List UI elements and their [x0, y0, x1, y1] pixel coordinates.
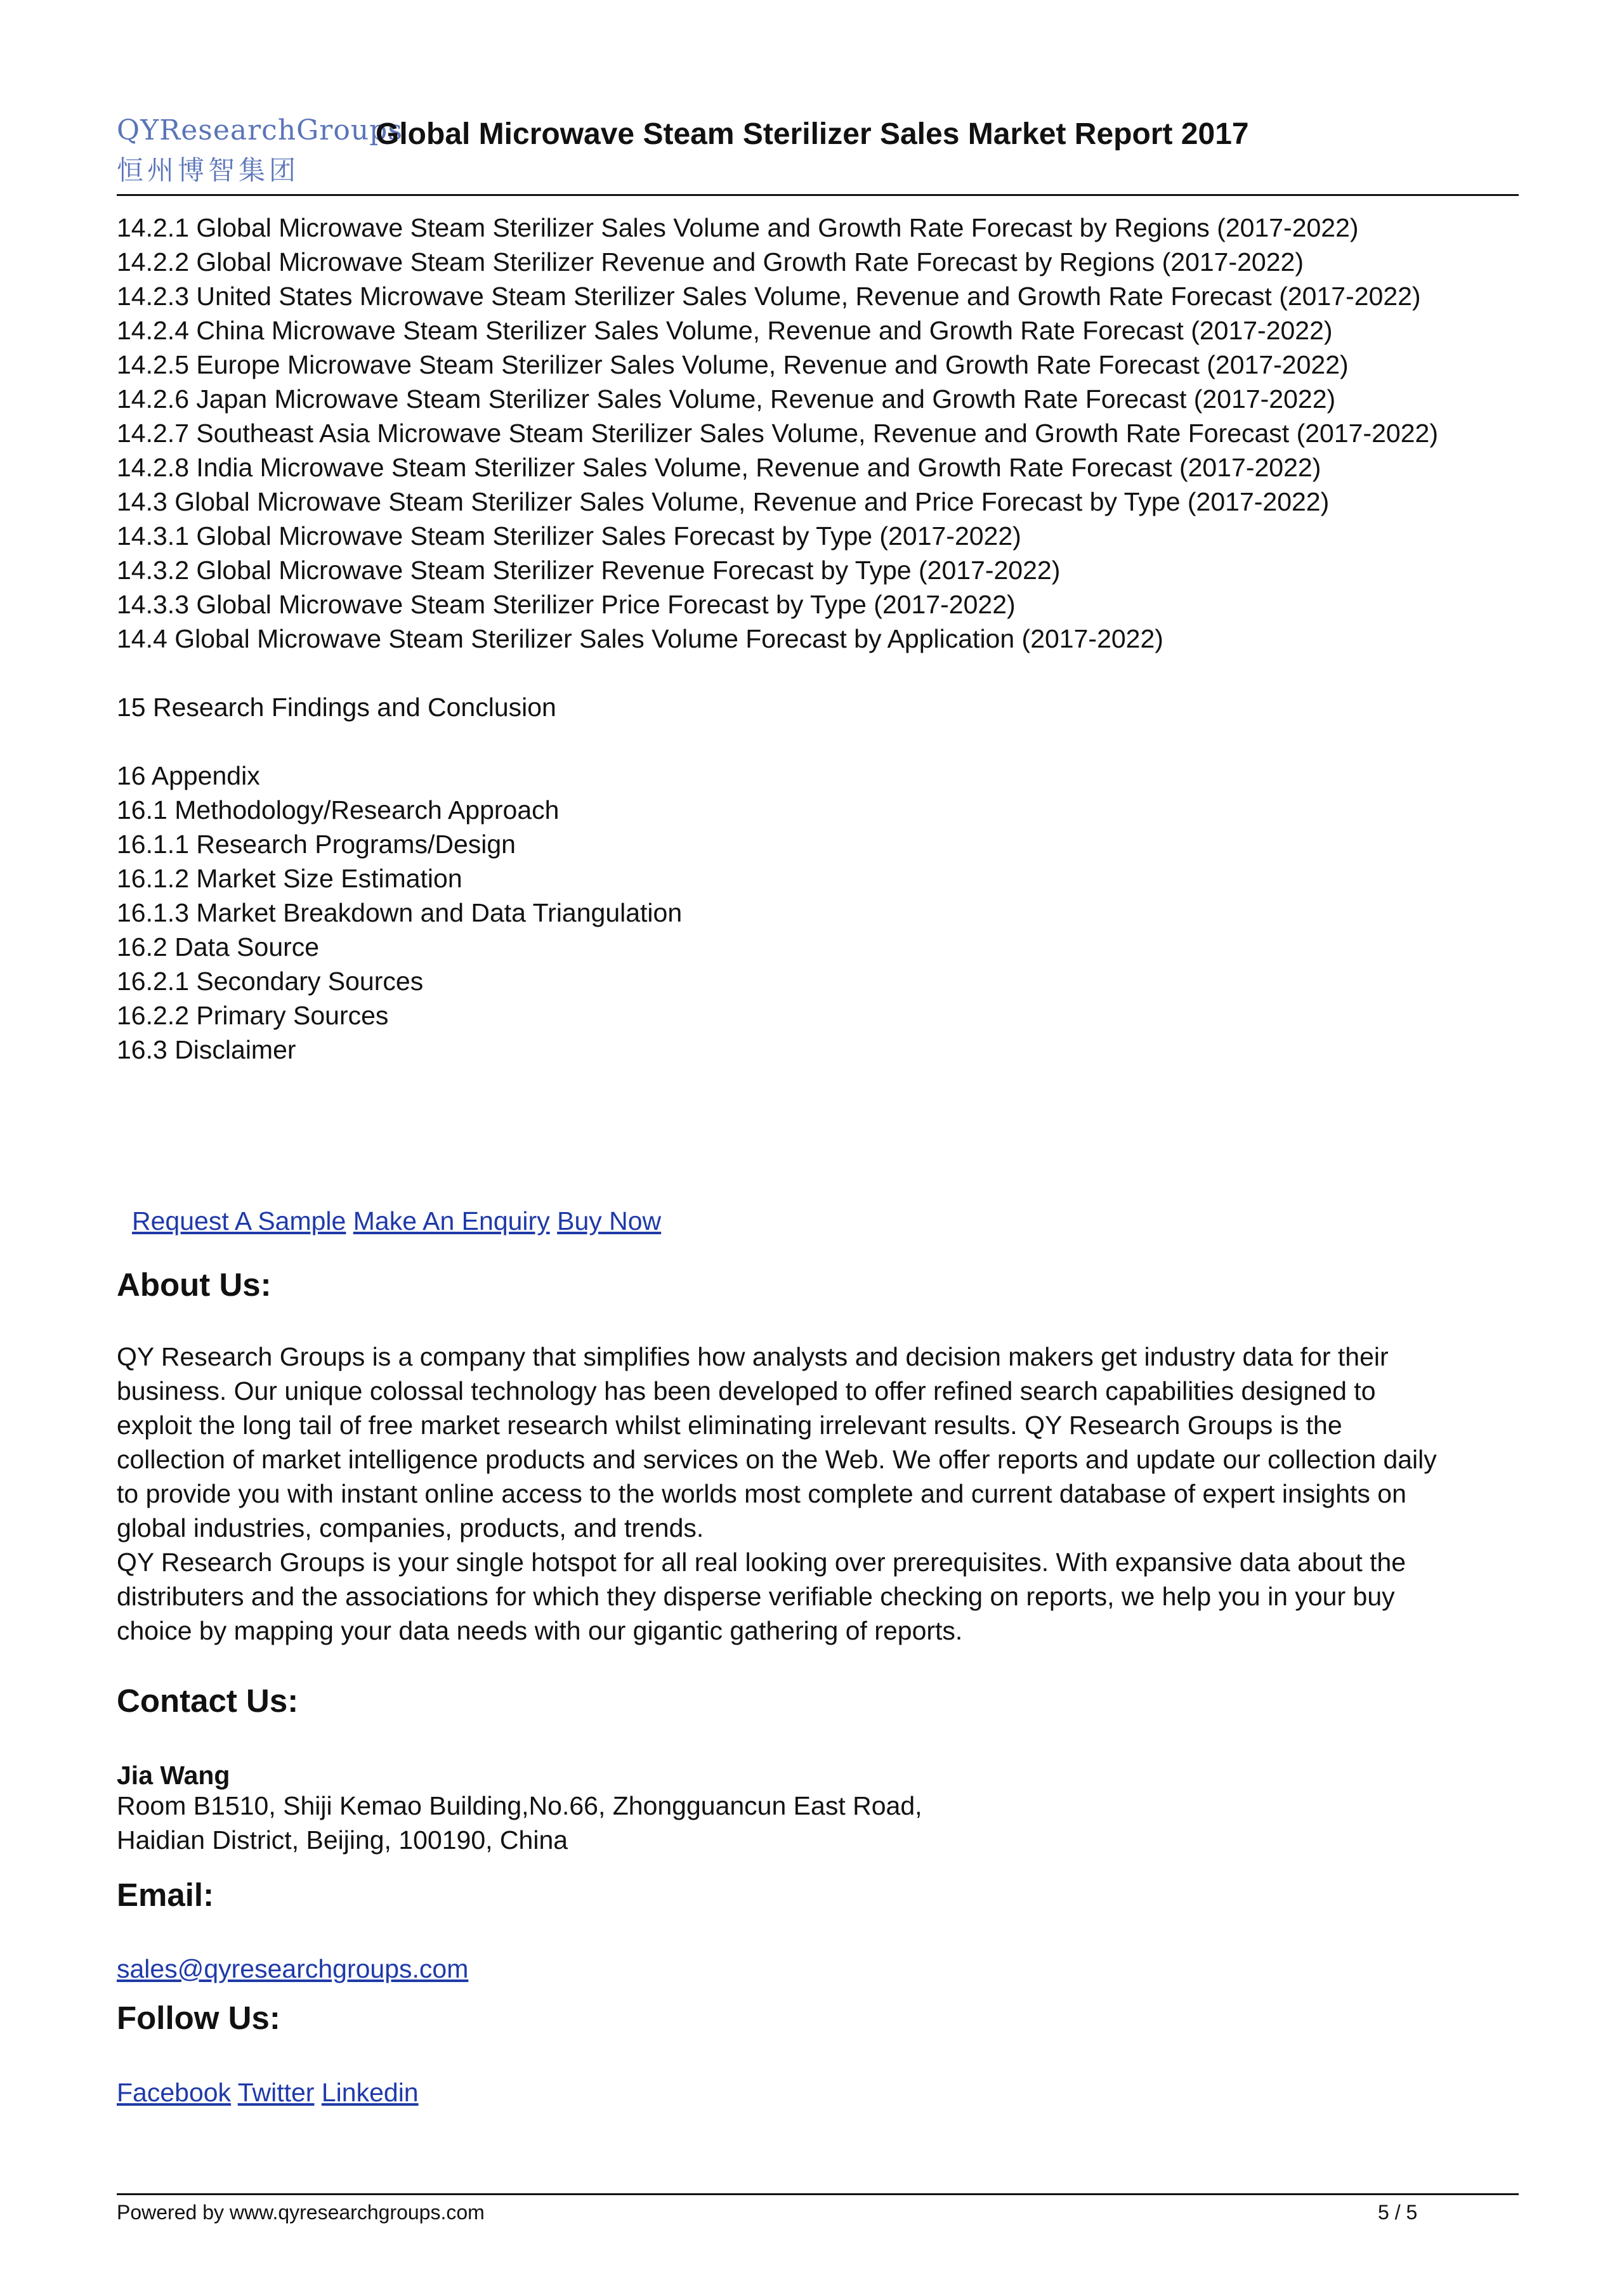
contact-name: Jia Wang [117, 1761, 230, 1790]
toc-item: 14.2.3 United States Microwave Steam Sterilizer Sales Volume, Revenue and Growth Rate Forecast (2017-2022) [117, 282, 1421, 311]
toc-item: 14.4 Global Microwave Steam Sterilizer Sales Volume Forecast by Application (2017-2022) [117, 624, 1163, 653]
footer-powered-by: Powered by www.qyresearchgroups.com [117, 2201, 485, 2224]
toc-item: 16.2.1 Secondary Sources [117, 967, 424, 996]
page-header [117, 112, 1519, 194]
page-number: 5 / 5 [1378, 2201, 1418, 2224]
toc-item: 14.3.1 Global Microwave Steam Sterilizer Sales Forecast by Type (2017-2022) [117, 521, 1021, 551]
toc-item: 16.3 Disclaimer [117, 1035, 296, 1064]
company-logo [117, 112, 403, 186]
logo-text-cn: 恒州博智集团 [117, 155, 300, 186]
about-line: collection of market intelligence products and services on the Web. We offer reports and update our collection daily [117, 1445, 1437, 1474]
about-line: exploit the long tail of free market research whilst eliminating irrelevant results. QY Research Groups is the [117, 1411, 1342, 1440]
footer-divider [117, 2193, 1519, 2195]
about-line: global industries, companies, products, and trends. [117, 1513, 704, 1543]
table-of-contents [117, 211, 1525, 1067]
toc-item: 14.3 Global Microwave Steam Sterilizer Sales Volume, Revenue and Price Forecast by Type (2017-2022) [117, 487, 1330, 516]
toc-item: 14.2.1 Global Microwave Steam Sterilizer Sales Volume and Growth Rate Forecast by Regions (2017-2022) [117, 213, 1359, 242]
about-line: distributers and the associations for which they disperse verifiable checking on reports, we help you in your buy [117, 1582, 1395, 1611]
follow-heading: Follow Us: [117, 2000, 280, 2036]
about-heading: About Us: [117, 1267, 272, 1303]
about-line: choice by mapping your data needs with our gigantic gathering of reports. [117, 1616, 963, 1645]
toc-item: 14.2.4 China Microwave Steam Sterilizer Sales Volume, Revenue and Growth Rate Forecast (2017-2022) [117, 316, 1333, 345]
request-sample-link[interactable]: Request A Sample [132, 1206, 346, 1236]
toc-spacer [117, 656, 1525, 690]
toc-item: 16.1 Methodology/Research Approach [117, 795, 560, 825]
twitter-link[interactable]: Twitter [237, 2078, 315, 2107]
buy-now-link[interactable]: Buy Now [557, 1206, 662, 1236]
toc-item: 16.1.3 Market Breakdown and Data Triangulation [117, 898, 683, 927]
toc-item: 16.1.2 Market Size Estimation [117, 864, 462, 893]
logo-text-en: QYResearchGroups [117, 114, 403, 147]
action-links [132, 1204, 661, 1238]
email-link[interactable]: sales@qyresearchgroups.com [117, 1954, 469, 1983]
about-line: to provide you with instant online access to the worlds most complete and current database of expert insights on [117, 1479, 1406, 1508]
toc-item: 14.2.2 Global Microwave Steam Sterilizer Revenue and Growth Rate Forecast by Regions (2017-2022) [117, 247, 1304, 277]
toc-item: 15 Research Findings and Conclusion [117, 693, 556, 722]
toc-item: 14.3.2 Global Microwave Steam Sterilizer Revenue Forecast by Type (2017-2022) [117, 556, 1061, 585]
report-title: Global Microwave Steam Sterilizer Sales Market Report 2017 [376, 117, 1249, 151]
about-line: QY Research Groups is your single hotspot for all real looking over prerequisites. With expansive data about the [117, 1548, 1406, 1577]
social-links [117, 2078, 419, 2108]
toc-item: 14.3.3 Global Microwave Steam Sterilizer Price Forecast by Type (2017-2022) [117, 590, 1016, 619]
about-paragraph [117, 1340, 1525, 1648]
contact-heading: Contact Us: [117, 1683, 299, 1719]
header-divider [117, 194, 1519, 196]
make-enquiry-link[interactable]: Make An Enquiry [353, 1206, 550, 1236]
toc-spacer [117, 724, 1525, 759]
email-heading: Email: [117, 1877, 214, 1913]
toc-item: 16.2.2 Primary Sources [117, 1001, 389, 1030]
contact-address-line2: Haidian District, Beijing, 100190, China [117, 1825, 568, 1855]
toc-item: 14.2.8 India Microwave Steam Sterilizer Sales Volume, Revenue and Growth Rate Forecast (2017-2022) [117, 453, 1321, 482]
toc-item: 14.2.7 Southeast Asia Microwave Steam Sterilizer Sales Volume, Revenue and Growth Rate Forecast (2017-2022) [117, 419, 1438, 448]
toc-item: 14.2.6 Japan Microwave Steam Sterilizer Sales Volume, Revenue and Growth Rate Forecast (2017-2022) [117, 384, 1336, 414]
facebook-link[interactable]: Facebook [117, 2078, 232, 2107]
toc-item: 16.2 Data Source [117, 932, 320, 962]
linkedin-link[interactable]: Linkedin [321, 2078, 419, 2107]
toc-item: 14.2.5 Europe Microwave Steam Sterilizer Sales Volume, Revenue and Growth Rate Forecast (2017-2022) [117, 350, 1349, 379]
about-line: business. Our unique colossal technology has been developed to offer refined search capabilities designed to [117, 1376, 1376, 1406]
about-line: QY Research Groups is a company that simplifies how analysts and decision makers get industry data for their [117, 1342, 1389, 1371]
toc-item: 16 Appendix [117, 761, 260, 790]
contact-address-line1: Room B1510, Shiji Kemao Building,No.66, Zhongguancun East Road, [117, 1791, 922, 1820]
toc-item: 16.1.1 Research Programs/Design [117, 830, 516, 859]
